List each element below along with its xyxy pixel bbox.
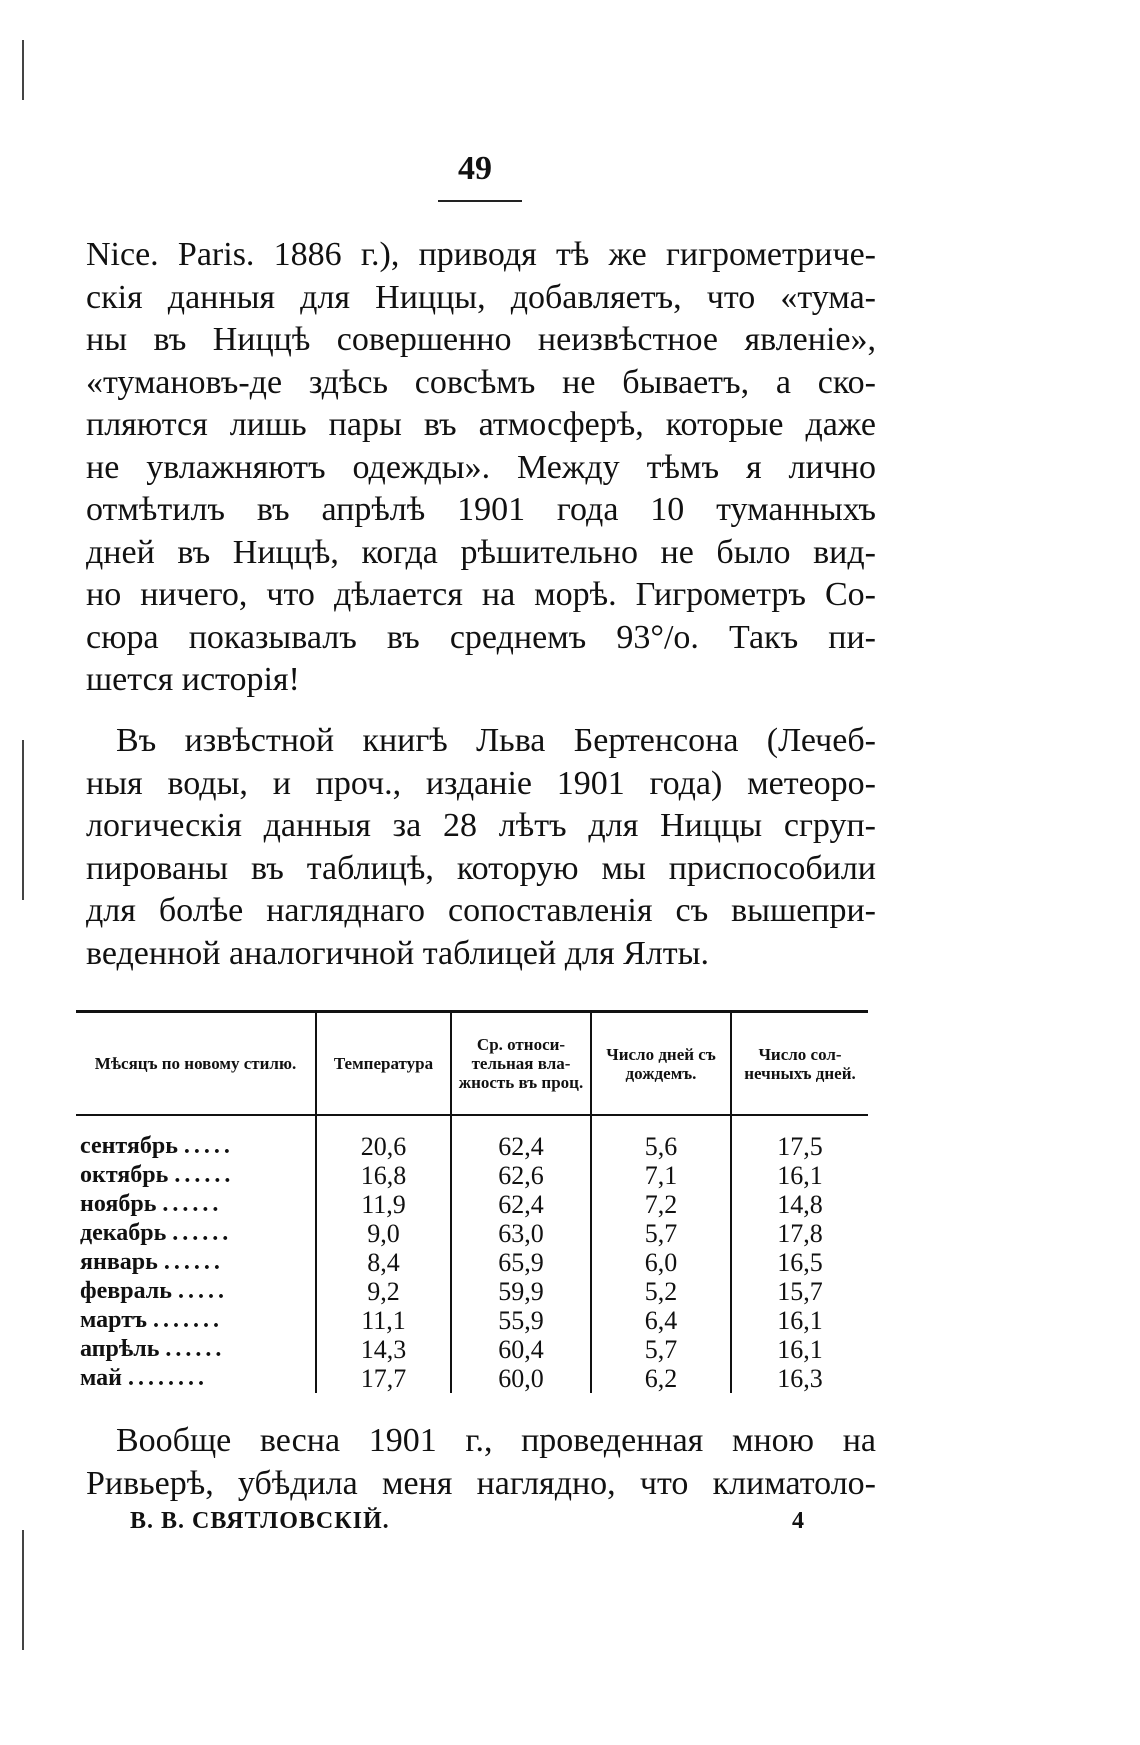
page-number-rule [438, 200, 522, 202]
sunny-days-cell: 16,1 [731, 1161, 868, 1190]
signature-mark: 4 [792, 1508, 804, 1534]
rain-days-cell: 5,2 [591, 1277, 731, 1306]
humidity-cell: 59,9 [451, 1277, 591, 1306]
temperature-cell: 11,1 [316, 1306, 451, 1335]
rain-days-cell: 6,0 [591, 1248, 731, 1277]
sunny-days-cell: 15,7 [731, 1277, 868, 1306]
table-row [76, 1306, 868, 1335]
temperature-cell: 17,7 [316, 1364, 451, 1393]
dot-leader: ..... [183, 1133, 234, 1159]
header-month: Мѣсяцъ по новому стилю. [94, 1054, 297, 1073]
page-number: 49 [458, 150, 492, 187]
temperature-cell: 8,4 [316, 1248, 451, 1277]
rain-days-cell: 5,6 [591, 1115, 731, 1161]
text-line: для болѣе нагляднаго сопоставленія съ вышепри- [86, 892, 876, 929]
rain-days-cell: 6,4 [591, 1306, 731, 1335]
meteorological-table [76, 1010, 868, 1393]
table-row [76, 1219, 868, 1248]
month-label: январь [80, 1249, 158, 1275]
paragraph-2 [86, 720, 876, 975]
month-label: февраль [80, 1278, 172, 1304]
month-cell [76, 1335, 316, 1364]
rain-days-cell: 5,7 [591, 1335, 731, 1364]
month-cell [76, 1161, 316, 1190]
temperature-cell: 20,6 [316, 1115, 451, 1161]
text-line: «тумановъ-де здѣсь совсѣмъ не бываетъ, а ско- [86, 363, 876, 401]
header-humidity: Ср. относи-тельная вла-жность въ проц. [451, 1013, 591, 1115]
dot-leader: ...... [172, 1220, 233, 1246]
sunny-days-cell: 14,8 [731, 1190, 868, 1219]
header-sunny-days: Число сол-нечныхъ дней. [731, 1013, 868, 1115]
text-line: ныя воды, и проч., изданіе 1901 года) метеоро- [86, 764, 876, 802]
dot-leader: ...... [163, 1249, 224, 1275]
text-line: дней въ Ниццѣ, когда рѣшительно не было вид- [86, 533, 876, 571]
text-line: пляются лишь пары въ атмосферѣ, которые даже [86, 406, 876, 443]
sunny-days-cell: 17,5 [731, 1115, 868, 1161]
sunny-days-cell: 16,1 [731, 1306, 868, 1335]
text-line: но ничего, что дѣлается на морѣ. Гигрометръ Со- [86, 576, 876, 613]
humidity-cell: 62,6 [451, 1161, 591, 1190]
scan-edge-mark [22, 1530, 24, 1650]
dot-leader: ...... [165, 1336, 226, 1362]
month-cell [76, 1219, 316, 1248]
scan-edge-mark [22, 40, 24, 100]
text-line: Въ извѣстной книгѣ Льва Бертенсона (Лечеб- [116, 722, 876, 759]
table-body [76, 1115, 868, 1393]
temperature-cell: 16,8 [316, 1161, 451, 1190]
text-line: Вообще весна 1901 г., проведенная мною на [116, 1422, 876, 1459]
text-line: логическія данныя за 28 лѣтъ для Ниццы сгруп- [86, 807, 876, 844]
paragraph-1 [86, 234, 876, 702]
rain-days-cell: 5,7 [591, 1219, 731, 1248]
sunny-days-cell: 16,1 [731, 1335, 868, 1364]
table-row [76, 1115, 868, 1161]
month-label: май [80, 1365, 123, 1391]
humidity-cell: 65,9 [451, 1248, 591, 1277]
month-cell [76, 1190, 316, 1219]
scan-edge-mark [22, 740, 24, 900]
sunny-days-cell: 16,3 [731, 1364, 868, 1393]
rain-days-cell: 7,1 [591, 1161, 731, 1190]
temperature-cell: 9,2 [316, 1277, 451, 1306]
text-line: отмѣтилъ въ апрѣлѣ 1901 года 10 туманныхъ [86, 491, 876, 528]
text-line: Ривьерѣ, убѣдила меня наглядно, что климатоло- [86, 1464, 876, 1502]
rain-days-cell: 7,2 [591, 1190, 731, 1219]
text-line: пированы въ таблицѣ, которую мы приспособили [86, 849, 876, 887]
month-cell [76, 1364, 316, 1393]
text-line: сюра показывалъ въ среднемъ 93°/o. Такъ пи- [86, 618, 876, 656]
humidity-cell: 63,0 [451, 1219, 591, 1248]
month-label: декабрь [80, 1220, 167, 1246]
temperature-cell: 9,0 [316, 1219, 451, 1248]
month-cell [76, 1277, 316, 1306]
dot-leader: ...... [162, 1191, 223, 1217]
table-row [76, 1161, 868, 1190]
text-line: шется исторія! [86, 661, 300, 698]
table-row [76, 1190, 868, 1219]
month-cell [76, 1306, 316, 1335]
humidity-cell: 62,4 [451, 1190, 591, 1219]
data-table [76, 1013, 868, 1393]
table-row [76, 1277, 868, 1306]
table-row [76, 1335, 868, 1364]
temperature-cell: 14,3 [316, 1335, 451, 1364]
text-line: ны въ Ниццѣ совершенно неизвѣстное явленіе», [86, 321, 876, 358]
table-row [76, 1248, 868, 1277]
month-label: ноябрь [80, 1191, 157, 1217]
month-label: апрѣль [80, 1336, 160, 1362]
sunny-days-cell: 17,8 [731, 1219, 868, 1248]
dot-leader: ..... [177, 1278, 228, 1304]
header-rain-days: Число дней съ дождемъ. [591, 1013, 731, 1115]
humidity-cell: 60,0 [451, 1364, 591, 1393]
dot-leader: ........ [128, 1365, 209, 1391]
text-line: Nice. Paris. 1886 г.), приводя тѣ же гигрометриче- [86, 236, 876, 273]
month-label: октябрь [80, 1162, 169, 1188]
temperature-cell: 11,9 [316, 1190, 451, 1219]
month-label: мартъ [80, 1307, 147, 1333]
text-line: скія данныя для Ниццы, добавляетъ, что «тума- [86, 278, 876, 316]
humidity-cell: 60,4 [451, 1335, 591, 1364]
rain-days-cell: 6,2 [591, 1364, 731, 1393]
text-line: не увлажняютъ одежды». Между тѣмъ я лично [86, 448, 876, 486]
humidity-cell: 55,9 [451, 1306, 591, 1335]
month-label: сентябрь [80, 1133, 178, 1159]
month-cell [76, 1115, 316, 1161]
table-row [76, 1364, 868, 1393]
text-line: веденной аналогичной таблицей для Ялты. [86, 934, 709, 972]
paragraph-3 [86, 1420, 876, 1505]
month-cell [76, 1248, 316, 1277]
dot-leader: ...... [174, 1162, 235, 1188]
dot-leader: ....... [153, 1307, 223, 1333]
humidity-cell: 62,4 [451, 1115, 591, 1161]
author-signature: В. В. СВЯТЛОВСКІЙ. [130, 1508, 390, 1534]
header-temperature: Температура [316, 1013, 451, 1115]
sunny-days-cell: 16,5 [731, 1248, 868, 1277]
table-header-row [76, 1013, 868, 1115]
